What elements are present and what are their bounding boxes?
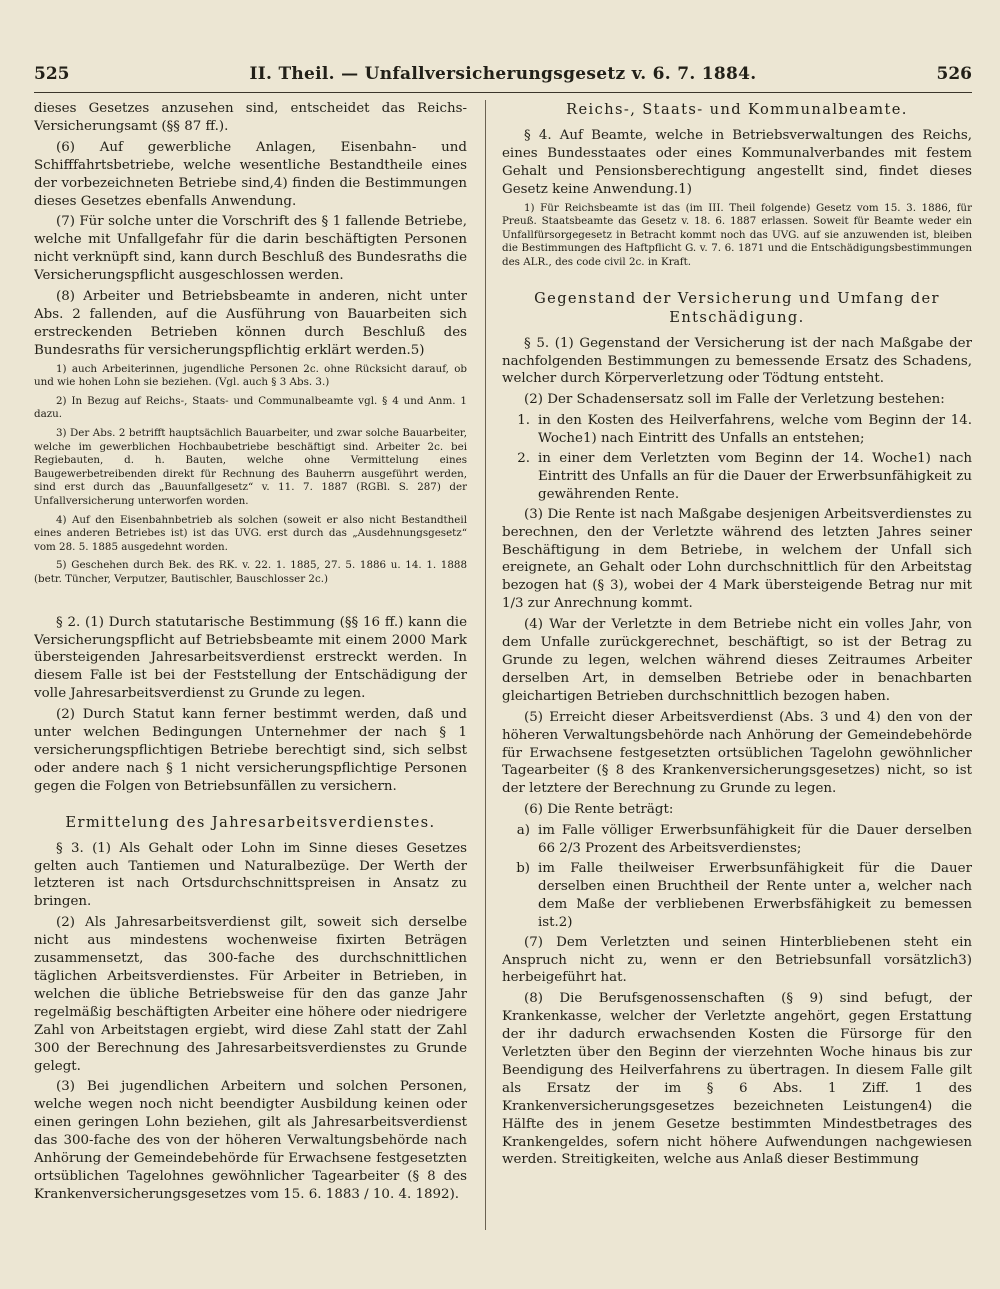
header-title: II. Theil. — Unfallversicherungsgesetz v. 6. 7. 1884. (249, 64, 757, 84)
footnote: 4) Auf den Eisenbahnbetrieb als solchen (soweit er also nicht Bestandtheil eines anderen Betriebes ist) ist das UVG. erst durch das „Ausdehnungsgesetz“ vom 28. 5. 1885 ausgedehnt worden. (34, 513, 467, 553)
footnote: 1) auch Arbeiterinnen, jugendliche Personen 2c. ohne Rücksicht darauf, ob und wie hohen Lohn sie beziehen. (Vgl. auch § 3 Abs. 3.) (34, 362, 467, 389)
paragraph: (3) Bei jugendlichen Arbeitern und solchen Personen, welche wegen noch nicht beendigter Ausbildung keinen oder einen geringen Lohn beziehen, gilt als Jahresarbeitsverdienst das 300-fache des von der höheren Verwaltungsbehörde nach Anhörung der Gemeindebehörde für Erwachsene festgesetzten ortsüblichen Tagelohnes gewöhnlicher Tagearbeiter (§ 8 des Krankenversicherungsgesetzes vom 15. 6. 1883 / 10. 4. 1892). (34, 1079, 467, 1202)
right-column (502, 100, 972, 1255)
section-heading: Ermittelung des Jahresarbeitsverdienstes. (65, 813, 436, 831)
footnote: 5) Geschehen durch Bek. des RK. v. 22. 1. 1885, 27. 5. 1886 u. 14. 1. 1888 (betr. Tüncher, Verputzer, Bautischler, Bauschlosser 2c.) (34, 559, 467, 585)
section-heading: Gegenstand der Versicherung und Umfang der Entschädigung. (534, 289, 940, 326)
list-item-text: in einer dem Verletzten vom Beginn der 14. Woche1) nach Eintritt des Unfalls an für die Dauer der Erwerbsunfähigkeit zu gewährenden Rente. (538, 451, 972, 502)
paragraph: (7) Dem Verletzten und seinen Hinterbliebenen steht ein Anspruch nicht zu, wenn er den Betriebsunfall vorsätzlich3) herbeigeführt hat. (502, 934, 972, 986)
footnote: 3) Der Abs. 2 betrifft hauptsächlich Bauarbeiter, und zwar solche Bauarbeiter, welche im gewerblichen Hochbaubetriebe beschäftigt sind. Arbeiter 2c. bei Regiebauten, d. h. Bauten, welche ohne Vermittelung eines Baugewerbetreibenden direkt für Rechnung des Bauherrn ausgeführt werden, sind erst durch das „Bauunfallgesetz“ v. 11. 7. 1887 (RGBl. S. 287) der Unfallversicherung unterworfen worden. (34, 427, 467, 508)
footnote: 2) In Bezug auf Reichs-, Staats- und Communalbeamte vgl. § 4 und Anm. 1 dazu. (34, 394, 467, 421)
list-item (502, 860, 972, 932)
spacer (34, 799, 467, 813)
section-heading: Reichs-, Staats- und Kommunalbeamte. (566, 101, 908, 118)
paragraph: § 2. (1) Durch statutarische Bestimmung (§§ 16 ff.) kann die Versicherungspflicht auf Betriebsbeamte mit einem 2000 Mark übersteigenden Jahresarbeitsverdienst erstreckt werden. In diesem Falle ist bei der Feststellung der Entschädigung der volle Jahresarbeitsverdienst zu Grunde zu legen. (34, 614, 467, 702)
spacer (502, 275, 972, 289)
list-item (502, 822, 972, 858)
paragraph: (7) Für solche unter die Vorschrift des § 1 fallende Betriebe, welche mit Unfallgefahr für die darin beschäftigten Personen nicht verknüpft sind, kann durch Beschluß des Bundesraths die Versicherungspflicht ausgeschlossen werden. (34, 214, 467, 284)
paragraph: (4) War der Verletzte in dem Betriebe nicht ein volles Jahr, von dem Unfalle zurückgerechnet, beschäftigt, so ist der Betrag zu Grunde zu legen, welchen während dieses Zeitraumes Arbeiter derselben Art, in demselben Betriebe oder in benachbarten gleichartigen Betrieben durchschnittlich bezogen haben. (502, 617, 972, 704)
list-item-text: im Falle völliger Erwerbsunfähigkeit für die Dauer derselben 66 2/3 Prozent des Arbeitsverdienstes; (538, 823, 972, 857)
paragraph: § 3. (1) Als Gehalt oder Lohn im Sinne dieses Gesetzes gelten auch Tantiemen und Naturalbezüge. Der Werth der letzteren ist nach Ortsdurchschnittspreisen in Ansatz zu bringen. (34, 840, 467, 910)
paragraph: (2) Durch Statut kann ferner bestimmt werden, daß und unter welchen Bedingungen Unternehmer der nach § 1 versicherungspflichtigen Betriebe berechtigt sind, sich selbst oder andere nach § 1 nicht versicherungspflichtige Personen gegen die Folgen von Betriebsunfällen zu versichern. (34, 707, 467, 794)
paragraph: § 4. Auf Beamte, welche in Betriebsverwaltungen des Reichs, eines Bundesstaates oder eines Kommunalverbandes mit festem Gehalt und Pensionsberechtigung angestellt sind, findet dieses Gesetz keine Anwendung.1) (502, 128, 972, 197)
paragraph: (8) Arbeiter und Betriebsbeamte in anderen, nicht unter Abs. 2 fallenden, auf die Ausführung von Bauarbeiten sich erstreckenden Betrieben können durch Beschluß des Bundesraths für versicherungspflichtig erklärt werden.5) (34, 289, 467, 358)
paragraph: dieses Gesetzes anzusehen sind, entscheidet das Reichs-Versicherungsamt (§§ 87 ff.). (34, 101, 467, 134)
list-marker: a) (516, 823, 530, 839)
list-item-text: im Falle theilweiser Erwerbsunfähigkeit für die Dauer derselben einen Bruchtheil der Rente unter a, welcher nach dem Maße der verbliebenen Erwerbsfähigkeit zu bemessen ist.2) (538, 860, 972, 930)
paragraph: (8) Die Berufsgenossenschaften (§ 9) sind befugt, der Krankenkasse, welcher der Verletzte angehört, gegen Erstattung der ihr dadurch erwachsenden Kosten die Fürsorge für den Verletzten über den Beginn der vierzehnten Woche hinaus bis zur Beendigung des Heilverfahrens zu übertragen. In diesem Falle gilt als Ersatz der im § 6 Abs. 1 Ziff. 1 des Krankenversicherungsgesetzes bezeichneten Leistungen4) die Hälfte des in jenem Gesetze bestimmten Mindestbetrages des Krankengeldes, sofern nicht höhere Aufwendungen nachgewiesen werden. Streitigkeiten, welche aus Anlaß dieser Bestimmung (502, 991, 972, 1168)
header-rule (34, 92, 972, 93)
page-number-left: 525 (34, 64, 70, 84)
paragraph: (6) Die Rente beträgt: (524, 802, 674, 818)
footnote: 1) Für Reichsbeamte ist das (im III. Theil folgende) Gesetz vom 15. 3. 1886, für Preuß. Staatsbeamte das Gesetz v. 18. 6. 1887 erlassen. Soweit für Beamte weder ein Unfallfürsorgegesetz in Betracht kommt noch das UVG. auf sie anzuwenden ist, bleiben die Bestimmungen des Haftpflicht G. v. 7. 6. 1871 und die Entschädigungsbestimmungen des ALR., des code civil 2c. in Kraft. (502, 201, 972, 268)
paragraph: (6) Auf gewerbliche Anlagen, Eisenbahn- und Schifffahrtsbetriebe, welche wesentliche Bestandtheile eines der vorbezeichneten Betriebe sind,4) finden die Bestimmungen dieses Gesetzes ebenfalls Anwendung. (34, 139, 467, 209)
list-item (502, 450, 972, 504)
list-item-text: in den Kosten des Heilverfahrens, welche vom Beginn der 14. Woche1) nach Eintritt des Unfalls an entstehen; (538, 413, 972, 447)
list-item (502, 412, 972, 448)
paragraph: (2) Als Jahresarbeitsverdienst gilt, soweit sich derselbe nicht aus mindestens wochenweise fixirten Beträgen zusammensetzt, das 300-fache des durchschnittlichen täglichen Arbeitsverdienstes. Für Arbeiter in Betrieben, in welchen die übliche Betriebsweise für den das ganze Jahr regelmäßig beschäftigten Arbeiter eine höhere oder niedrigere Zahl von Arbeitstagen ergiebt, wird diese Zahl statt der Zahl 300 der Berechnung des Jahresarbeitsverdienstes zu Grunde gelegt. (34, 915, 467, 1074)
paragraph: (5) Erreicht dieser Arbeitsverdienst (Abs. 3 und 4) den von der höheren Verwaltungsbehörde nach Anhörung der Gemeindebehörde für Erwachsene festgesetzten ortsüblichen Tagelohn gewöhnlicher Tagearbeiter (§ 8 des Krankenversicherungsgesetzes) nicht, so ist der letztere der Berechnung zu Grunde zu legen. (502, 709, 972, 797)
page-number-right: 526 (936, 64, 972, 84)
paragraph: § 5. (1) Gegenstand der Versicherung ist der nach Maßgabe der nachfolgenden Bestimmungen zu bemessende Ersatz des Schadens, welcher durch Körperverletzung oder Tödtung entsteht. (502, 335, 972, 387)
running-header (34, 58, 972, 92)
paragraph: (2) Der Schadensersatz soll im Falle der Verletzung bestehen: (524, 392, 945, 408)
paragraph: (3) Die Rente ist nach Maßgabe desjenigen Arbeitsverdienstes zu berechnen, den der Verletzte während des letzten Jahres seiner Beschäftigung in dem Betriebe, in welchem der Unfall sich ereignete, an Gehalt oder Lohn durchschnittlich für den Arbeitstag bezogen hat (§ 3), wobei der 4 Mark übersteigende Betrag nur mit 1/3 zur Anrechnung kommt. (502, 506, 972, 612)
list-marker: 2. (517, 451, 530, 467)
list-marker: b) (516, 860, 530, 876)
column-divider (485, 100, 486, 1230)
left-column (34, 100, 467, 1230)
list-marker: 1. (517, 413, 530, 429)
spacer (34, 592, 467, 614)
